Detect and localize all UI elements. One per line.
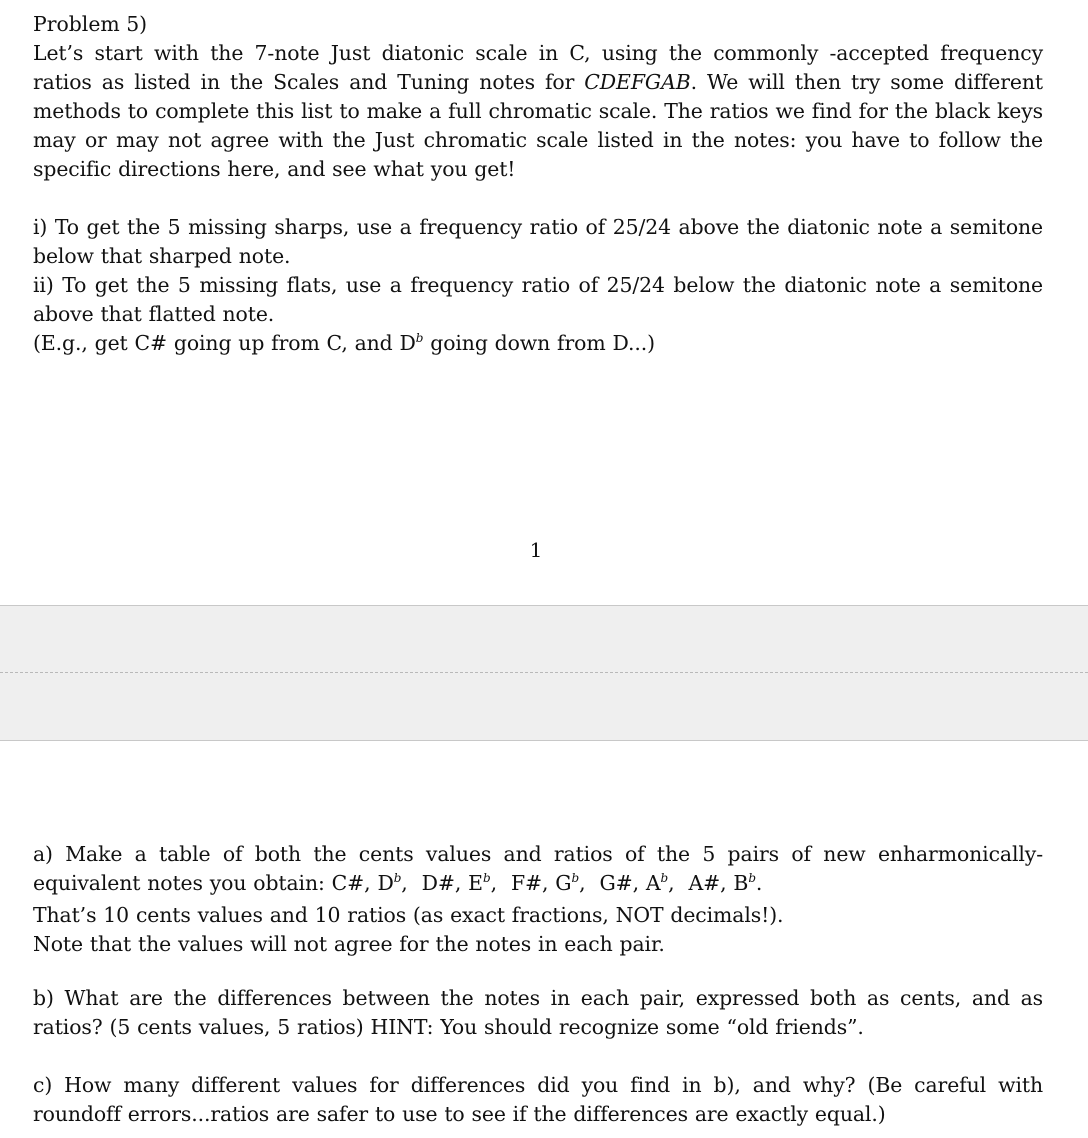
- part-a-line-1: [33, 840, 1043, 901]
- pair-1: C#, $D^b$,: [331, 871, 408, 895]
- page-number: 1: [529, 538, 543, 562]
- flat-symbol: b: [660, 871, 669, 885]
- part-a: [33, 840, 1043, 959]
- pair-2-sharp: D#: [421, 871, 455, 895]
- page-2-body: [0, 741, 1088, 1138]
- page-break-dashed-line: [0, 672, 1088, 673]
- part-c: c) How many different values for differences did you find in b), and why? (Be careful with roundoff errors...ratios are safer to use to see if the differences are exactly equal.): [33, 1073, 1043, 1126]
- pair-4-sharp: G#: [599, 871, 633, 895]
- pair-3: F#, $G^b$,: [510, 871, 586, 895]
- flat-symbol: b: [393, 871, 402, 885]
- intro-text-2: . We will then try some different methods to complete this list to make a full chromatic scale. The ratios we find for the black keys may or may not agree with the Just chromatic scale listed in the notes: you have to follow the specific directions here, and see what you get!: [33, 70, 1043, 181]
- example-text-1: (E.g., get C# going up from C, and D: [33, 331, 416, 355]
- pair-4-flat: A: [645, 871, 661, 895]
- part-a-text-1: a) Make a table of both the cents values and ratios of the 5 pairs of new enharmonically-equivalent notes you obtain:: [33, 842, 1043, 895]
- pair-2-flat: E: [468, 871, 483, 895]
- intro-note-names: CDEFGAB: [584, 70, 691, 94]
- rule-sharps: i) To get the 5 missing sharps, use a frequency ratio of 25/24 above the diatonic note a semitone below that sharped note.: [33, 215, 1043, 268]
- flat-symbol: b: [482, 871, 491, 885]
- pair-2: D#, $E^b$,: [421, 871, 497, 895]
- page-break-gap: [0, 605, 1088, 741]
- pair-5: A#, $B^b$.: [688, 871, 763, 895]
- pair-3-flat: G: [555, 871, 572, 895]
- intro-text-1: Let’s start with the 7-note Just diatonic scale in C, using the commonly -accepted frequency ratios as listed in the Scales and Tuning notes for: [33, 41, 1043, 94]
- example-text-2: going down from D...): [423, 331, 655, 355]
- part-a-line-3: Note that the values will not agree for the notes in each pair.: [33, 932, 665, 956]
- flat-symbol: b: [571, 871, 580, 885]
- flat-symbol: b: [415, 331, 424, 345]
- part-b: b) What are the differences between the notes in each pair, expressed both as cents, and as ratios? (5 cents values, 5 ratios) HINT: You should recognize some “old friends”.: [33, 986, 1043, 1039]
- problem-intro: [33, 39, 1043, 184]
- pair-1-sharp: C#: [331, 871, 365, 895]
- flat-symbol: b: [748, 871, 756, 885]
- pair-4: G#, $A^b$,: [599, 871, 675, 895]
- pair-3-sharp: F#: [510, 871, 542, 895]
- problem-title: Problem 5): [33, 12, 148, 36]
- pair-5-flat: B: [733, 871, 749, 895]
- part-a-line-2: That’s 10 cents values and 10 ratios (as exact fractions, NOT decimals!).: [33, 903, 784, 927]
- pair-1-flat: D: [377, 871, 394, 895]
- example-line: [33, 329, 1043, 361]
- pair-5-sharp: A#: [688, 871, 721, 895]
- rule-flats: ii) To get the 5 missing flats, use a frequency ratio of 25/24 below the diatonic note a semitone above that flatted note.: [33, 273, 1043, 326]
